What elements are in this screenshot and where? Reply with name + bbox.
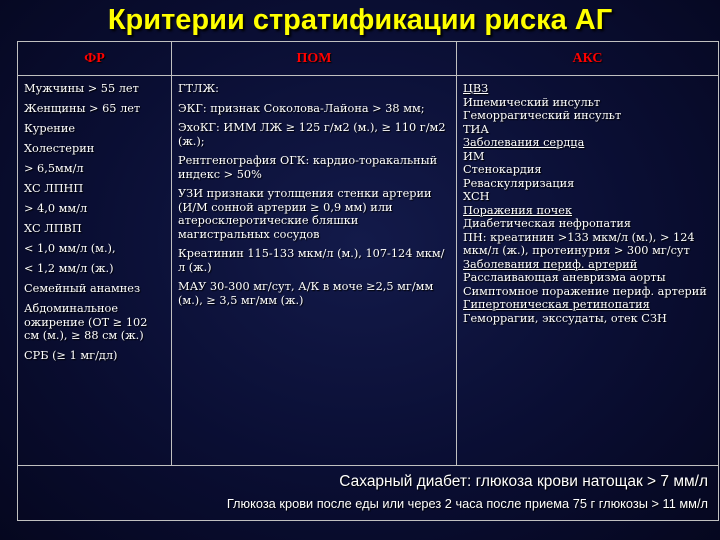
diabetes-criteria-footer <box>18 466 718 520</box>
slide-title: Критерии стратификации риска АГ <box>107 4 613 36</box>
risk-factor-item: Курение <box>24 122 76 135</box>
clinical-condition-item: ТИА <box>463 122 489 136</box>
risk-factor-item: Абдоминальное ожирение (ОТ ≥ 102 см (м.), ≥ 88 см (ж.) <box>24 302 148 342</box>
clinical-condition-item: Расслаивающая аневризма аорты <box>463 271 666 284</box>
clinical-condition-item: ИМ <box>463 149 485 163</box>
risk-factor-item: > 6,5мм/л <box>24 162 84 175</box>
organ-damage-item: ЭхоКГ: ИММ ЛЖ ≥ 125 г/м2 (м.), ≥ 110 г/м2 (ж.); <box>178 121 446 148</box>
clinical-condition-item: Гипертоническая ретинопатия <box>463 298 650 311</box>
clinical-condition-item: Диабетическая нефропатия <box>463 217 631 230</box>
risk-factor-item: Холестерин <box>24 142 95 155</box>
clinical-condition-item: Симптомное поражение периф. артерий <box>463 284 707 298</box>
organ-damage-item: Рентгенография ОГК: кардио-торакальный индекс > 50% <box>178 154 438 181</box>
header-aks: АКС <box>457 42 718 76</box>
risk-factor-item: Мужчины > 55 лет <box>24 82 139 95</box>
clinical-condition-item: Поражения почек <box>463 203 573 217</box>
clinical-condition-item: Ишемический инсульт <box>463 95 601 109</box>
organ-damage-item: УЗИ признаки утолщения стенки артерии (И/М сонной артерии ≥ 0,9 мм) или атеросклеротические бляшки магистральных сосудов <box>178 187 432 241</box>
organ-damage-item: ЭКГ: признак Соколова-Лайона > 38 мм; <box>178 101 425 115</box>
risk-factor-item: < 1,2 мм/л (ж.) <box>24 262 114 275</box>
fasting-glucose-criterion: Сахарный диабет: глюкоза крови натощак > 7 мм/л <box>339 473 708 490</box>
header-pom: ПОМ <box>172 42 456 76</box>
risk-factor-item: Женщины > 65 лет <box>24 102 141 115</box>
clinical-condition-item: ЦВЗ <box>463 82 489 95</box>
risk-factors-column <box>18 77 171 465</box>
clinical-condition-item: Стенокардия <box>463 163 542 176</box>
clinical-condition-item: Геморрагический инсульт <box>463 109 622 122</box>
risk-factor-item: СРБ (≥ 1 мг/дл) <box>24 349 118 362</box>
organ-damage-item: МАУ 30-300 мг/сут, А/К в моче ≥2,5 мг/мм (м.), ≥ 3,5 мг/мм (ж.) <box>178 280 434 307</box>
clinical-condition-item: Заболевания периф. артерий <box>463 257 638 271</box>
risk-factor-item: ХС ЛПНП <box>24 182 84 195</box>
target-organ-damage-column <box>172 77 456 465</box>
clinical-condition-item: Геморрагии, экссудаты, отек СЗН <box>463 311 667 325</box>
associated-clinical-conditions-column <box>457 77 718 465</box>
postprandial-glucose-criterion: Глюкоза крови после еды или через 2 часа после приема 75 г глюкозы > 11 мм/л <box>226 496 708 511</box>
header-fr: ФР <box>18 42 171 76</box>
risk-factor-item: < 1,0 мм/л (м.), <box>24 242 116 255</box>
risk-factor-item: ХС ЛПВП <box>24 222 82 235</box>
risk-factor-item: Семейный анамнез <box>24 282 141 295</box>
risk-criteria-table <box>17 41 719 521</box>
organ-damage-item: Креатинин 115-133 мкм/л (м.), 107-124 мкм/л (ж.) <box>178 247 445 274</box>
clinical-condition-item: ПН: креатинин >133 мкм/л (м.), > 124 мкм/л (ж.), протеинурия > 300 мг/сут <box>463 230 695 257</box>
organ-damage-item: ГТЛЖ: <box>178 82 219 95</box>
clinical-condition-item: Заболевания сердца <box>463 136 585 149</box>
risk-factor-item: > 4,0 мм/л <box>24 202 88 215</box>
clinical-condition-item: ХСН <box>463 190 490 203</box>
clinical-condition-item: Реваскуляризация <box>463 176 575 190</box>
